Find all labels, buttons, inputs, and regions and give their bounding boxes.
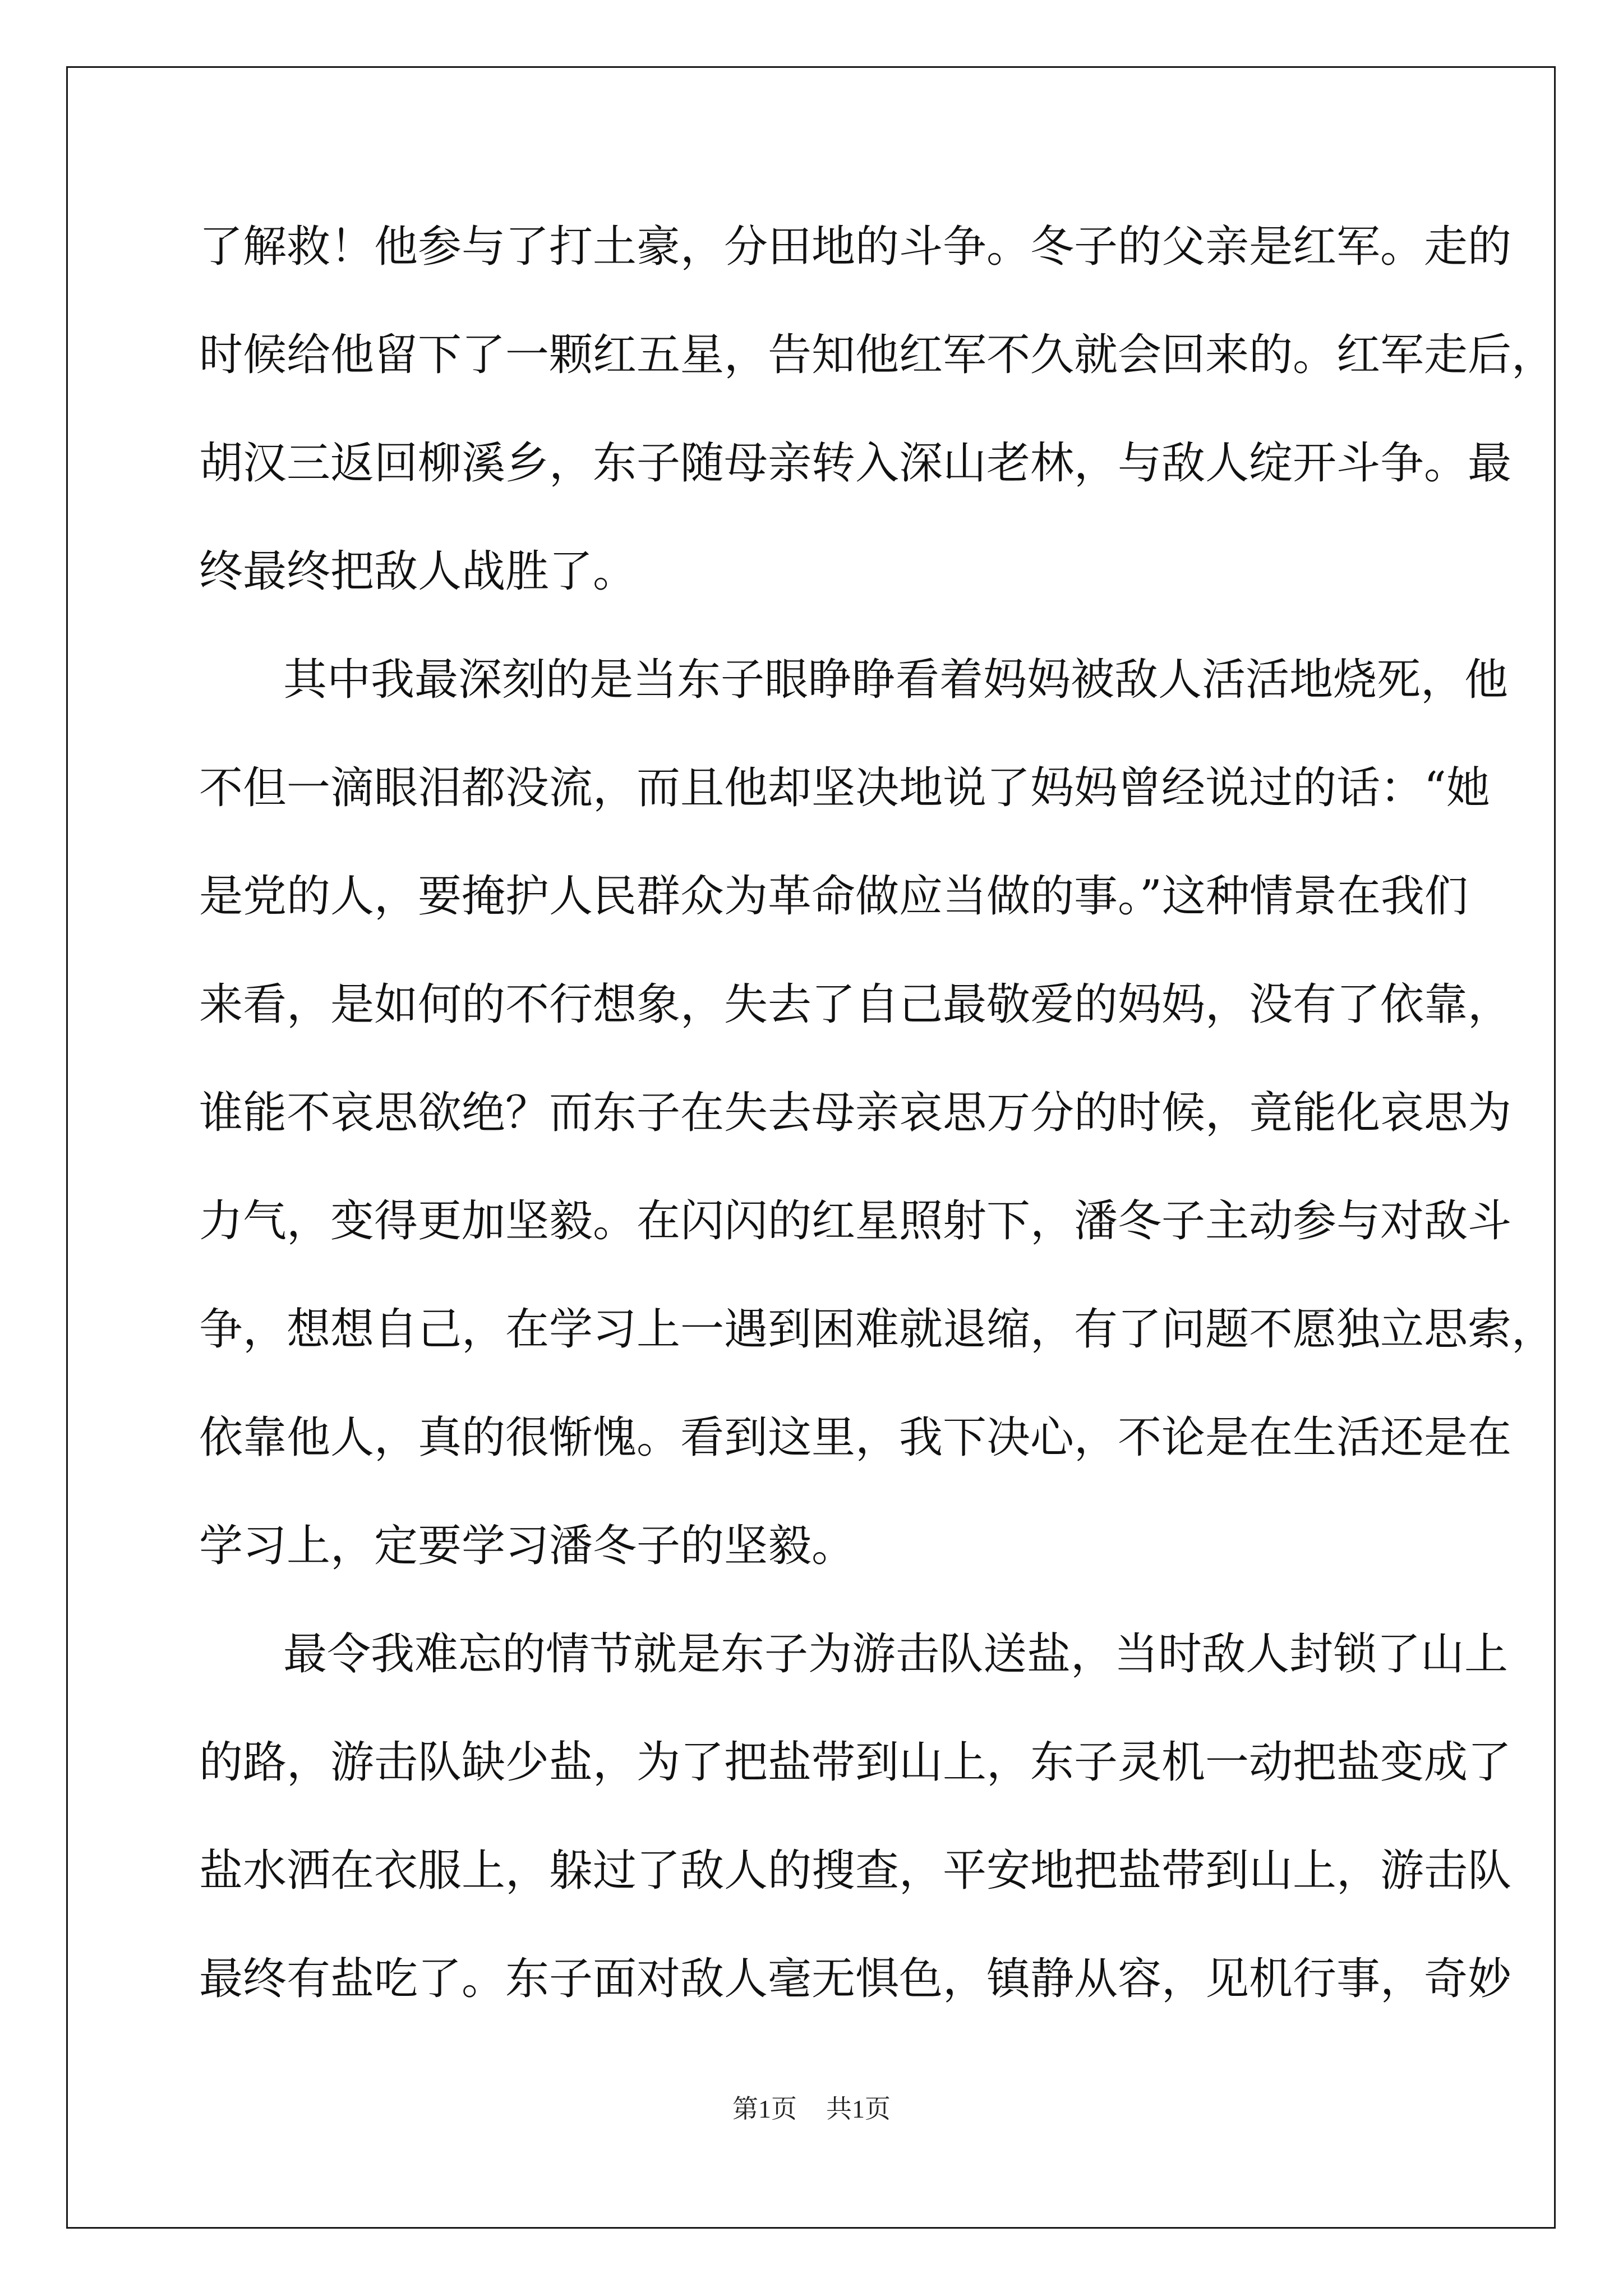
page-border [66,66,1556,2229]
paragraph-first-line: 最令我难忘的情节就是东子为游击队送盐，当时敌人封锁了山上 [283,1629,1509,1680]
text-line: 争，想想自己，在学习上一遇到困难就退缩，有了问题不愿独立思索， [199,1304,1556,1355]
text-line: 不但一滴眼泪都没流，而且他却坚决地说了妈妈曾经说过的话：“她 [199,763,1490,813]
page-total: 共1页 [826,2095,891,2123]
text-line: 终最终把敌人战胜了。 [199,546,637,597]
text-line: 最终有盐吃了。东子面对敌人毫无惧色，镇静从容，见机行事，奇妙 [199,1954,1512,2004]
text-line: 盐水洒在衣服上，躲过了敌人的搜查，平安地把盐带到山上，游击队 [199,1846,1512,1896]
text-line: 是党的人，要掩护人民群众为革命做应当做的事。”这种情景在我们 [199,871,1468,922]
text-line: 了解救！他参与了打土豪，分田地的斗争。冬子的父亲是红军。走的 [199,222,1512,272]
text-line: 依靠他人，真的很惭愧。看到这里，我下决心，不论是在生活还是在 [199,1412,1512,1463]
text-line: 胡汉三返回柳溪乡，东子随母亲转入深山老林，与敌人绽开斗争。最 [199,438,1512,489]
page-footer [0,2090,1623,2129]
page-number: 第1页 [732,2095,797,2123]
paragraph-first-line: 其中我最深刻的是当东子眼睁睁看着妈妈被敌人活活地烧死，他 [283,655,1509,705]
text-line: 时候给他留下了一颗红五星，告知他红军不久就会回来的。红军走后， [199,330,1556,380]
text-line: 来看，是如何的不行想象，失去了自己最敬爱的妈妈，没有了依靠， [199,979,1512,1030]
text-line: 谁能不哀思欲绝？而东子在失去母亲哀思万分的时候，竟能化哀思为 [199,1088,1512,1138]
text-line: 学习上，定要学习潘冬子的坚毅。 [199,1521,856,1571]
text-line: 的路，游击队缺少盐，为了把盐带到山上，东子灵机一动把盐变成了 [199,1737,1512,1788]
text-line: 力气，变得更加坚毅。在闪闪的红星照射下，潘冬子主动参与对敌斗 [199,1196,1512,1246]
